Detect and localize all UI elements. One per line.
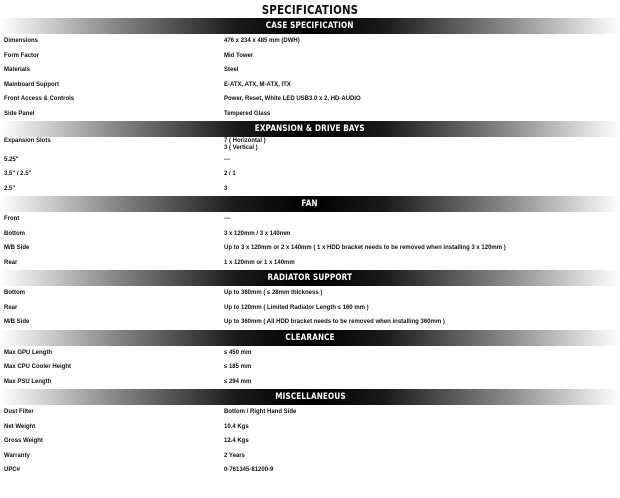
section-rows: [0, 405, 620, 478]
spec-label: Dimensions: [4, 38, 39, 45]
spec-row: [0, 463, 620, 478]
spec-row: [0, 346, 620, 361]
spec-value: 12.4 Kgs: [224, 438, 249, 445]
spec-value: 0-761345-81200-9: [224, 467, 274, 474]
section-header: [0, 389, 620, 405]
spec-value: 3 x 120mm / 3 x 140mm: [224, 230, 291, 237]
spec-row: [0, 256, 620, 271]
spec-value: Mid Tower: [224, 52, 254, 59]
spec-value: ≤ 185 mm: [224, 364, 252, 371]
spec-row: [0, 420, 620, 435]
page-title: SPECIFICATIONS: [261, 2, 359, 17]
spec-value: Tempered Glass: [224, 110, 271, 117]
spec-row: [0, 241, 620, 256]
spec-label: 5.25": [4, 156, 19, 163]
spec-value: 476 x 234 x 485 mm (DWH): [224, 38, 300, 45]
spec-value: Bottom / Right Hand Side: [224, 409, 297, 416]
section-heading-text: FAN: [301, 199, 319, 209]
spec-row: [0, 107, 620, 122]
spec-value: Power, Reset, White LED USB3.0 x 2, HD-AUDIO: [224, 96, 361, 103]
spec-value: ---: [224, 156, 230, 163]
spec-row: [0, 167, 620, 182]
spec-label: Form Factor: [4, 52, 40, 59]
spec-label: Side Panel: [4, 110, 35, 117]
spec-row: [0, 301, 620, 316]
spec-row: [0, 227, 620, 242]
spec-label: Max GPU Length: [4, 349, 53, 356]
spec-value: [224, 138, 620, 151]
spec-value: 1 x 120mm or 1 x 140mm: [224, 259, 295, 266]
spec-row: [0, 286, 620, 301]
spec-row: [0, 49, 620, 64]
spec-value: ---: [224, 216, 230, 223]
spec-label: Mainboard Support: [4, 81, 59, 88]
spec-value: Up to 360mm ( ≤ 28mm thickness ): [224, 290, 323, 297]
spec-row: [0, 78, 620, 93]
spec-row: [0, 34, 620, 49]
spec-value: 3: [224, 185, 228, 192]
spec-label: Expansion Slots: [4, 138, 51, 144]
spec-row: [0, 449, 620, 464]
spec-row: [0, 212, 620, 227]
spec-label: Net Weight: [4, 423, 36, 430]
spec-label: Max PSU Length: [4, 378, 52, 385]
spec-value: 10.4 Kgs: [224, 423, 249, 430]
spec-row: [0, 375, 620, 390]
section-heading-text: CLEARANCE: [285, 332, 335, 343]
section-rows: [0, 346, 620, 390]
spec-label: Rear: [4, 259, 18, 266]
section-header: [0, 121, 620, 137]
spec-value-line: 3 ( Vertical ): [224, 144, 258, 151]
spec-row: [0, 63, 620, 78]
spec-label: UPC#: [4, 467, 21, 474]
section-rows: [0, 212, 620, 270]
spec-row: [0, 92, 620, 107]
spec-value: Up to 120mm ( Limited Radiator Length ≤ 160 mm ): [224, 304, 369, 311]
spec-table: [0, 18, 620, 478]
spec-value: ≤ 450 mm: [224, 349, 252, 356]
section-rows: [0, 286, 620, 330]
spec-label: Bottom: [4, 290, 25, 297]
spec-label: Max CPU Cooler Height: [4, 364, 72, 371]
section-header: [0, 330, 620, 346]
spec-label: Front Access & Controls: [4, 96, 75, 103]
spec-value: Steel: [224, 67, 239, 74]
spec-row: [0, 405, 620, 420]
section-rows: [0, 34, 620, 121]
spec-value: Up to 3 x 120mm or 2 x 140mm ( 1 x HDD bracket needs to be removed when installing 3 x 120mm ): [224, 245, 506, 252]
section-rows: [0, 137, 620, 196]
spec-label: Bottom: [4, 230, 25, 237]
spec-value: ≤ 294 mm: [224, 378, 252, 385]
spec-label: Materials: [4, 67, 31, 74]
section-header: [0, 270, 620, 286]
spec-label: Dust Filter: [4, 409, 34, 416]
spec-label: Gross Weight: [4, 438, 43, 445]
spec-value: 2 Years: [224, 452, 245, 459]
spec-row: [0, 182, 620, 197]
spec-label: Front: [4, 216, 20, 223]
spec-label: Rear: [4, 304, 18, 311]
spec-value: 2 / 1: [224, 171, 236, 178]
spec-row: [0, 315, 620, 330]
spec-label: Warranty: [4, 452, 30, 459]
spec-label: 2.5": [4, 185, 16, 192]
spec-row: [0, 360, 620, 375]
spec-label: M/B Side: [4, 245, 30, 252]
spec-label: M/B Side: [4, 319, 30, 326]
section-header: [0, 18, 620, 34]
section-heading-text: EXPANSION & DRIVE BAYS: [254, 124, 366, 134]
spec-row: [0, 434, 620, 449]
section-heading-text: RADIATOR SUPPORT: [267, 273, 353, 283]
spec-row: [0, 137, 620, 153]
spec-row: [0, 153, 620, 168]
spec-value-line: 7 ( Horizontal ): [224, 138, 266, 144]
spec-value: Up to 360mm ( All HDD bracket needs to be removed when installing 360mm ): [224, 319, 445, 326]
section-header: [0, 196, 620, 212]
spec-value: E-ATX, ATX, M-ATX, ITX: [224, 81, 291, 88]
section-heading-text: CASE SPECIFICATION: [266, 21, 354, 31]
spec-label: 3.5" / 2.5": [4, 171, 32, 178]
section-heading-text: MISCELLANEOUS: [274, 392, 346, 402]
